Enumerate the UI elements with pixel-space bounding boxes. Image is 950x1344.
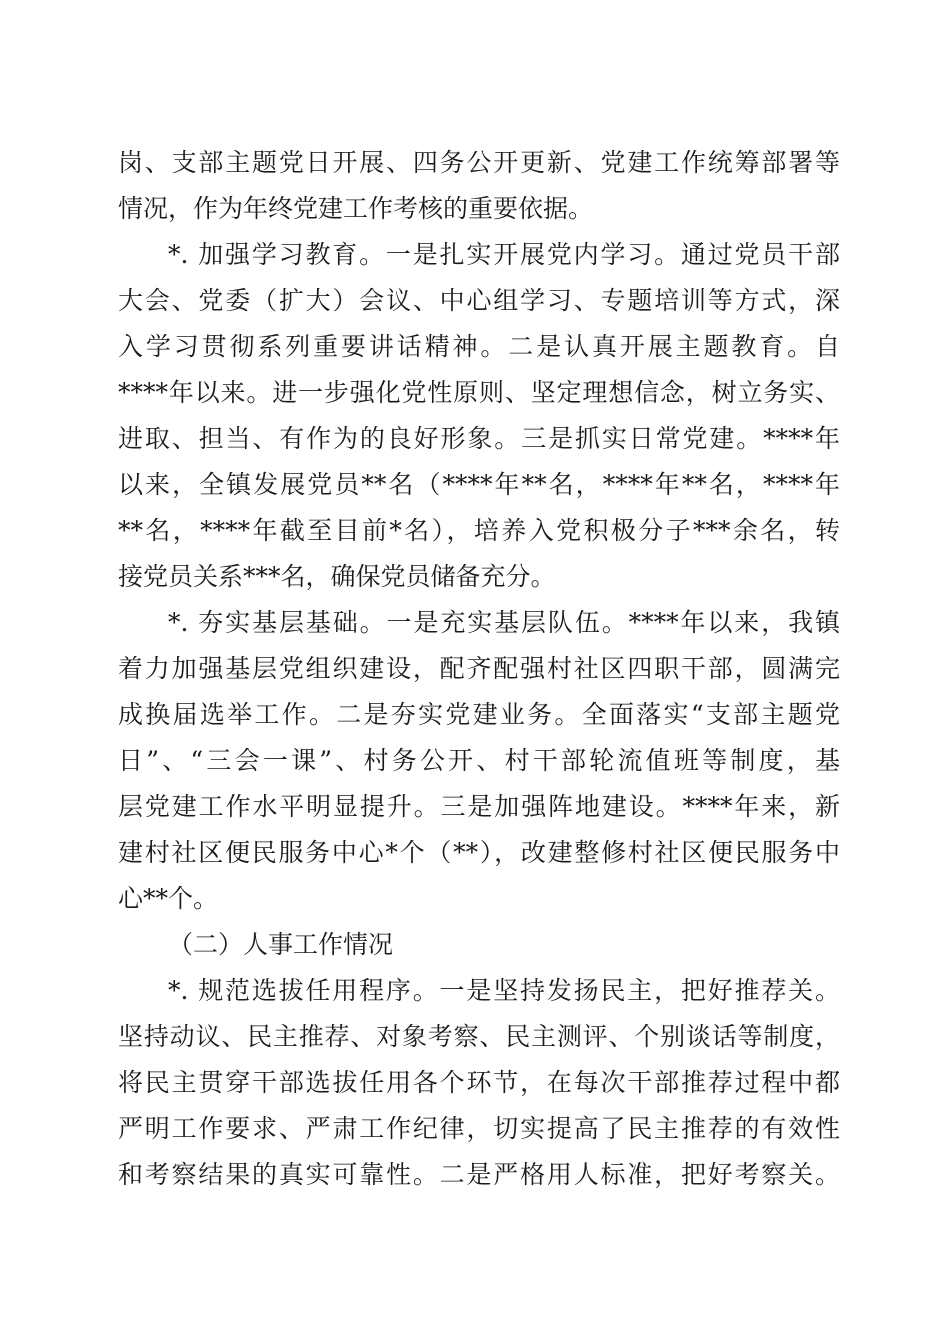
text-line: 接党员关系***名，确保党员储备充分。 [118, 562, 556, 591]
text-line: 心**个。 [118, 884, 219, 913]
paragraph-start-line: *. 加强学习教育。一是扎实开展党内学习。通过党员干部 [168, 240, 840, 269]
text-line: 入学习贯彻系列重要讲话精神。二是认真开展主题教育。自 [118, 332, 840, 361]
text-line: 日”、“三会一课”、村务公开、村干部轮流值班等制度，基 [118, 746, 840, 775]
text-line: 岗、支部主题党日开展、四务公开更新、党建工作统筹部署等 [118, 148, 840, 177]
text-line: 建村社区便民服务中心*个（**），改建整修村社区便民服务中 [118, 838, 840, 867]
text-line: 和考察结果的真实可靠性。二是严格用人标准，把好考察关。 [118, 1160, 840, 1189]
text-line: **名，****年截至目前*名），培养入党积极分子***余名，转 [118, 516, 840, 545]
text-line: 将民主贯穿干部选拔任用各个环节，在每次干部推荐过程中都 [118, 1068, 840, 1097]
text-line: 进取、担当、有作为的良好形象。三是抓实日常党建。****年 [118, 424, 840, 453]
text-line: 着力加强基层党组织建设，配齐配强村社区四职干部，圆满完 [118, 654, 840, 683]
text-line: 层党建工作水平明显提升。三是加强阵地建设。****年来，新 [118, 792, 840, 821]
text-line: 坚持动议、民主推荐、对象考察、民主测评、个别谈话等制度， [118, 1022, 840, 1051]
text-line: 严明工作要求、严肃工作纪律，切实提高了民主推荐的有效性 [118, 1114, 840, 1143]
paragraph-start-line: *. 规范选拔任用程序。一是坚持发扬民主，把好推荐关。 [168, 976, 840, 1005]
section-heading: （二）人事工作情况 [168, 930, 394, 959]
text-line: 成换届选举工作。二是夯实党建业务。全面落实“支部主题党 [118, 700, 840, 729]
text-line: 以来，全镇发展党员**名（****年**名，****年**名，****年 [118, 470, 840, 499]
text-line: 情况，作为年终党建工作考核的重要依据。 [118, 194, 594, 223]
text-line: 大会、党委（扩大）会议、中心组学习、专题培训等方式，深 [118, 286, 840, 315]
paragraph-start-line: *. 夯实基层基础。一是充实基层队伍。****年以来，我镇 [168, 608, 840, 637]
text-line: ****年以来。进一步强化党性原则、坚定理想信念，树立务实、 [118, 378, 840, 407]
